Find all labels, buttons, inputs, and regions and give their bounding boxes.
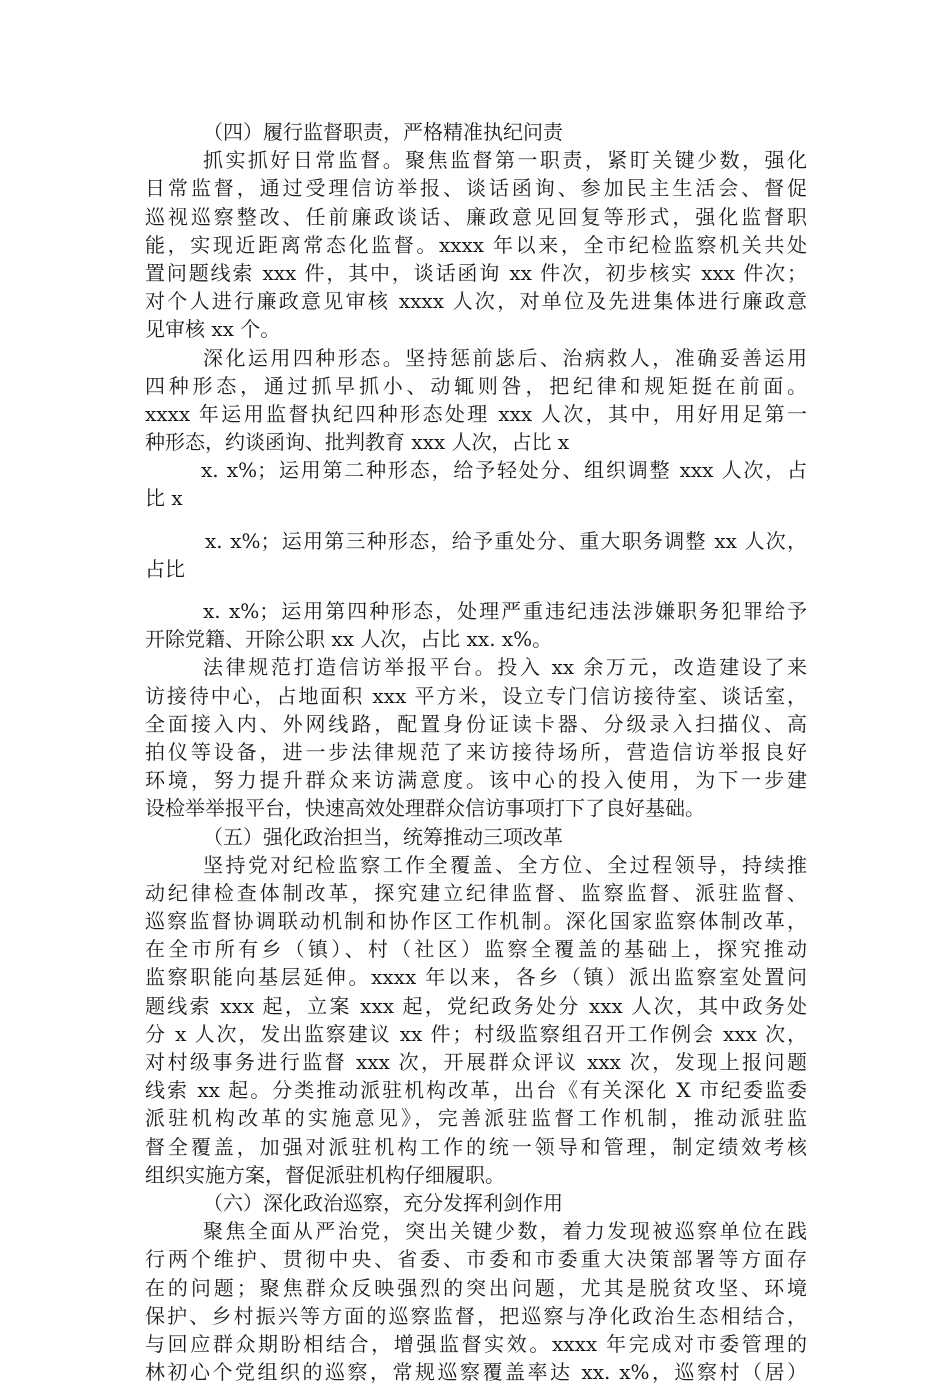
paragraph-line: 在全市所有乡（镇）、村（社区）监察全覆盖的基础上，探究推动 — [145, 937, 807, 962]
paragraph-line: 坚持党对纪检监察工作全覆盖、全方位、全过程领导，持续推 — [203, 852, 807, 877]
paragraph-line: 法律规范打造信访举报平台。投入 xx 余万元，改造建设了来 — [203, 655, 807, 680]
paragraph-line: 开除党籍、开除公职 xx 人次，占比 xx. x%。 — [145, 627, 553, 652]
paragraph-line: 在的问题；聚焦群众反映强烈的突出问题，尤其是脱贫攻坚、环境 — [145, 1275, 807, 1300]
paragraph-line: 题线索 xxx 起，立案 xxx 起，党纪政务处分 xxx 人次，其中政务处 — [145, 993, 807, 1018]
paragraph-line: 督全覆盖，加强对派驻机构工作的统一领导和管理，制定绩效考核 — [145, 1134, 807, 1159]
paragraph-line: 动纪律检查体制改革，探究建立纪律监督、监察监督、派驻监督、 — [145, 880, 807, 905]
paragraph-line: 占比 — [145, 556, 185, 581]
section-heading-6: （六）深化政治巡察，充分发挥利剑作用 — [203, 1190, 563, 1215]
section-heading-5: （五）强化政治担当，统筹推动三项改革 — [203, 824, 563, 849]
paragraph-line: 保护、乡村振兴等方面的巡察监督，把巡察与净化政治生态相结合， — [145, 1303, 807, 1328]
paragraph-line: 行两个维护、贯彻中央、省委、市委和市委重大决策部署等方面存 — [145, 1247, 807, 1272]
paragraph-line: x. x%；运用第三种形态，给予重处分、重大职务调整 xx 人次， — [205, 528, 807, 553]
paragraph-line: 拍仪等设备，进一步法律规范了来访接待场所，营造信访举报良好 — [145, 739, 807, 764]
paragraph-line: 深化运用四种形态。坚持惩前毖后、治病救人，准确妥善运用 — [203, 345, 807, 370]
paragraph-line: 监察职能向基层延伸。xxxx 年以来，各乡（镇）派出监察室处置问 — [145, 965, 807, 990]
paragraph-line: 派驻机构改革的实施意见》，完善派驻监督工作机制，推动派驻监 — [145, 1106, 807, 1131]
paragraph-line: 日常监督，通过受理信访举报、谈话函询、参加民主生活会、督促 — [145, 176, 807, 201]
spacer — [145, 583, 807, 597]
paragraph-line: x. x%；运用第四种形态，处理严重违纪违法涉嫌职务犯罪给予 — [203, 599, 807, 623]
paragraph-line: 聚焦全面从严治党，突出关键少数，着力发现被巡察单位在践 — [203, 1219, 807, 1244]
paragraph-line: 置问题线索 xxx 件，其中，谈话函询 xx 件次，初步核实 xxx 件次； — [145, 260, 807, 285]
paragraph-line: 组织实施方案，督促派驻机构仔细履职。 — [145, 1162, 505, 1187]
paragraph-line: 设检举举报平台，快速高效处理群众信访事项打下了良好基础。 — [145, 796, 705, 821]
paragraph-line: 线索 xx 起。分类推动派驻机构改革，出台《有关深化 X 市纪委监委 — [145, 1078, 807, 1103]
paragraph-line: 抓实抓好日常监督。聚焦监督第一职责，紧盯关键少数，强化 — [203, 148, 807, 173]
paragraph-line: 种形态，约谈函询、批判教育 xxx 人次，占比 x — [145, 430, 570, 455]
paragraph-line: 见审核 xx 个。 — [145, 317, 281, 342]
paragraph-line: 分 x 人次，发出监察建议 xx 件；村级监察组召开工作例会 xxx 次， — [145, 1021, 807, 1046]
paragraph-line: 环境，努力提升群众来访满意度。该中心的投入使用，为下一步建 — [145, 768, 807, 793]
paragraph-line: 比 x — [145, 486, 183, 511]
document-body — [145, 118, 807, 1386]
paragraph-line: 对个人进行廉政意见审核 xxxx 人次，对单位及先进集体进行廉政意 — [145, 289, 807, 314]
paragraph-line: 林初心个党组织的巡察，常规巡察覆盖率达 xx. x%，巡察村（居） — [145, 1360, 807, 1385]
paragraph-line: 访接待中心，占地面积 xxx 平方米，设立专门信访接待室、谈话室， — [145, 683, 807, 708]
paragraph-line: 对村级事务进行监督 xxx 次，开展群众评议 xxx 次，发现上报问题 — [145, 1050, 807, 1074]
paragraph-line: 能，实现近距离常态化监督。xxxx 年以来，全市纪检监察机关共处 — [145, 232, 807, 257]
section-heading-4: （四）履行监督职责，严格精准执纪问责 — [203, 120, 563, 144]
paragraph-line: xxxx 年运用监督执纪四种形态处理 xxx 人次，其中，用好用足第一 — [145, 401, 807, 426]
paragraph-line: x. x%；运用第二种形态，给予轻处分、组织调整 xxx 人次，占 — [201, 458, 807, 483]
paragraph-line: 与回应群众期盼相结合，增强监督实效。xxxx 年完成对市委管理的 — [145, 1331, 807, 1356]
paragraph-line: 四种形态，通过抓早抓小、动辄则咎，把纪律和规矩挺在前面。 — [145, 373, 807, 398]
paragraph-line: 巡视巡察整改、任前廉政谈话、廉政意见回复等形式，强化监督职 — [145, 204, 807, 229]
paragraph-line: 全面接入内、外网线路，配置身份证读卡器、分级录入扫描仪、高 — [145, 711, 807, 736]
paragraph-line: 巡察监督协调联动机制和协作区工作机制。深化国家监察体制改革， — [145, 909, 807, 934]
spacer — [145, 513, 807, 527]
